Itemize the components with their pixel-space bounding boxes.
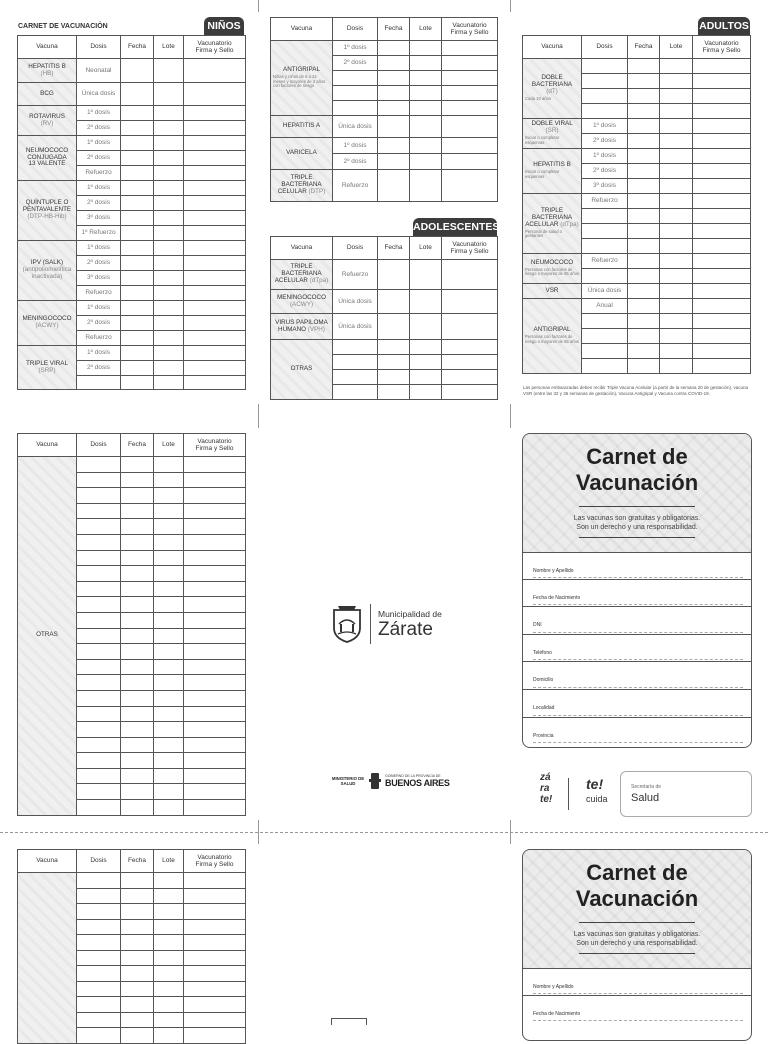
vaccine-vph: VIRUS PAPILOMA HUMANO (VPH) bbox=[271, 314, 333, 340]
vaccine-neumococo-13: NEUMOCOCO CONJUGADA 13 VALENTE bbox=[18, 136, 77, 181]
table-row bbox=[18, 457, 246, 473]
col-vacuna: Vacuna bbox=[18, 36, 77, 59]
vaccine-hepatitis-b-adultos: HEPATITIS B Iniciar o completar esquemas bbox=[523, 149, 582, 194]
vaccine-varicela: VARICELA bbox=[271, 138, 333, 170]
vaccine-meningococo-adol: MENINGOCOCO (ACWY) bbox=[271, 290, 333, 314]
vaccine-quintuple: QUÍNTUPLE O PENTAVALENTE (DTP-HB-Hib) bbox=[18, 181, 77, 241]
ministerio-salud-logo: MINISTERIO DE SALUD GOBIERNO DE LA PROVINCIA DE BUENOS AIRES bbox=[330, 771, 442, 793]
field-provincia[interactable]: Provincia bbox=[523, 717, 751, 748]
cover-panel-2: Carnet de Vacunación Las vacunas son gratuitas y obligatorias. Son un derecho y una responsabilidad. Nombre y Apellido Fecha de Nacimiento bbox=[522, 849, 752, 1041]
field-dni[interactable]: DNI bbox=[523, 606, 751, 635]
vaccine-ipv: IPV (SALK) (antipoliomielítica inactivada) bbox=[18, 241, 77, 301]
vaccine-meningococo: MENINGOCOCO (ACWY) bbox=[18, 301, 77, 346]
table-adultos: Vacuna Dosis Fecha Lote Vacunatorio Firma y Sello DOBLE BACTERIANA (dT) Cada 10 años DOBLE VIRAL (SR) Iniciar o completar esquemas 1º dosis 2º dosis HEPATITIS B Iniciar o completar esquemas 1º dosis 2º dosis 3º dosis TRIPLE BACTERIANA ACELULAR (dTpa) Personal de salud o gestantes Refuerzo NEUMOCOCO Personas con factores de riesgo o mayores de 65 años Refuerzo VSR Única dosis ANTIGRIPAL Personas con factores de riesgo o mayores de 65 años Anual bbox=[522, 35, 751, 374]
vaccine-neumococo-adultos: NEUMOCOCO Personas con factores de riesgo o mayores de 65 años bbox=[523, 254, 582, 284]
col-vacunatorio: Vacunatorio Firma y Sello bbox=[184, 36, 246, 59]
field-fecha-nacimiento[interactable]: Fecha de Nacimiento bbox=[523, 579, 751, 607]
zarate-te-cuida-logo: zá ra te! te! cuida bbox=[536, 772, 616, 816]
field-nombre[interactable]: Nombre y Apellido bbox=[523, 552, 751, 580]
vaccine-otras bbox=[18, 873, 77, 1044]
vaccine-antigripal-adultos: ANTIGRIPAL Personas con factores de riesgo o mayores de 65 años bbox=[523, 299, 582, 374]
muni-label: Municipalidad de bbox=[378, 609, 442, 619]
tag-adolescentes: ADOLESCENTES bbox=[413, 218, 497, 236]
table-adolescentes: Vacuna Dosis Fecha Lote Vacunatorio Firma y Sello TRIPLE BACTERIANA ACELULAR (dTpa) Refuerzo MENINGOCOCO (ACWY) Única dosis VIRUS PAPILOMA HUMANO (VPH) Única dosis OTRAS bbox=[270, 236, 498, 400]
adultos-footnote: Las personas embarazadas deben recibir Triple Vacuna Acelular (a partir de la semana 20 de gestación), vacuna VSR (entre las 32 y 36 semanas de gestación), Vacuna Antigripal y Vacuna contra COVID-19. bbox=[523, 385, 749, 396]
field-telefono[interactable]: Teléfono bbox=[523, 634, 751, 662]
vaccine-rotavirus: ROTAVIRUS (RV) bbox=[18, 106, 77, 136]
vaccine-antigripal-ninos: ANTIGRIPAL Niñas y niños de 6 a 24 meses y mayores de 2 años con factores de riesgo bbox=[271, 41, 333, 116]
vaccine-hepatitis-a: HEPATITIS A bbox=[271, 116, 333, 138]
buenos-aires-emblem-icon bbox=[368, 771, 382, 791]
vaccine-doble-viral: DOBLE VIRAL (SR) Iniciar o completar esquemas bbox=[523, 119, 582, 149]
field-domicilio[interactable]: Domicilio bbox=[523, 661, 751, 690]
cover-title-line2: Vacunación bbox=[575, 470, 699, 495]
col-lote: Lote bbox=[154, 36, 184, 59]
vaccine-triple-viral: TRIPLE VIRAL (SRP) bbox=[18, 346, 77, 390]
carnet-label: CARNET DE VACUNACIÓN bbox=[18, 23, 108, 30]
vaccine-otras: OTRAS bbox=[18, 457, 77, 816]
cover-panel: Carnet de Vacunación Las vacunas son gratuitas y obligatorias. Son un derecho y una responsabilidad. Nombre y Apellido Fecha de Nacimiento DNI Teléfono Domicilio Localidad Provincia bbox=[522, 433, 752, 748]
vaccine-otras-adol: OTRAS bbox=[271, 340, 333, 400]
tag-adultos: ADULTOS bbox=[698, 17, 750, 35]
secretaria-salud-box: Secretaría de Salud bbox=[620, 771, 752, 817]
table-ninos-cont: Vacuna Dosis Fecha Lote Vacunatorio Firma y Sello ANTIGRIPAL Niñas y niños de 6 a 24 meses y mayores de 2 años con factores de riesgo 1º dosis 2º dosis HEPATITIS A Única dosis VARICELA 1º dosis 2º dosis TRIPLE BACTERIANA CELULAR (DTP) Refuerzo bbox=[270, 17, 498, 202]
vaccine-vsr: VSR bbox=[523, 284, 582, 299]
table-otras-2: Vacuna Dosis Fecha Lote Vacunatorio Firma y Sello bbox=[17, 849, 246, 1044]
vaccine-triple-bacteriana-celular: TRIPLE BACTERIANA CELULAR (DTP) bbox=[271, 170, 333, 202]
col-fecha: Fecha bbox=[121, 36, 154, 59]
cover-title-line1: Carnet de bbox=[586, 444, 688, 469]
vaccine-triple-bacteriana-acelular-adol: TRIPLE BACTERIANA ACELULAR (dTpa) bbox=[271, 260, 333, 290]
table-otras: Vacuna Dosis Fecha Lote Vacunatorio Firma y Sello OTRAS bbox=[17, 433, 246, 816]
zarate-shield-icon bbox=[330, 604, 364, 644]
vaccine-doble-bacteriana: DOBLE BACTERIANA (dT) Cada 10 años bbox=[523, 59, 582, 119]
table-row bbox=[18, 873, 246, 889]
table-ninos: Vacuna Dosis Fecha Lote Vacunatorio Firma y Sello HEPATITIS B (HB) Neonatal BCG Única dosis ROTAVIRUS (RV) 1º dosis 2º dosis NEUMOCOCO CONJUGADA 13 VALENTE 1º dosis 2º dosis Refuerzo QUÍNTUPLE O PENTAVALENTE (DTP-HB-Hib) 1º dosis 2º dosis 3º dosis 1º Refuerzo IPV (SALK) (antipoliomielítica inactivada) 1º dosis 2º dosis 3º dosis Refuerzo MENINGOCOCO (ACWY) 1º dosis 2º dosis Refuerzo TRIPLE VIRAL (SRP) 1º dosis 2º dosis bbox=[17, 35, 246, 390]
vaccine-bcg: BCG bbox=[18, 83, 77, 106]
field-localidad[interactable]: Localidad bbox=[523, 689, 751, 718]
vaccine-hepatitis-b: HEPATITIS B (HB) bbox=[18, 59, 77, 83]
vaccine-triple-bacteriana-acelular-adultos: TRIPLE BACTERIANA ACELULAR (dTpa) Personal de salud o gestantes bbox=[523, 194, 582, 254]
tag-ninos: NIÑOS bbox=[204, 17, 244, 35]
col-dosis: Dosis bbox=[77, 36, 121, 59]
municipalidad-logo bbox=[330, 604, 440, 646]
muni-name: Zárate bbox=[378, 619, 433, 640]
